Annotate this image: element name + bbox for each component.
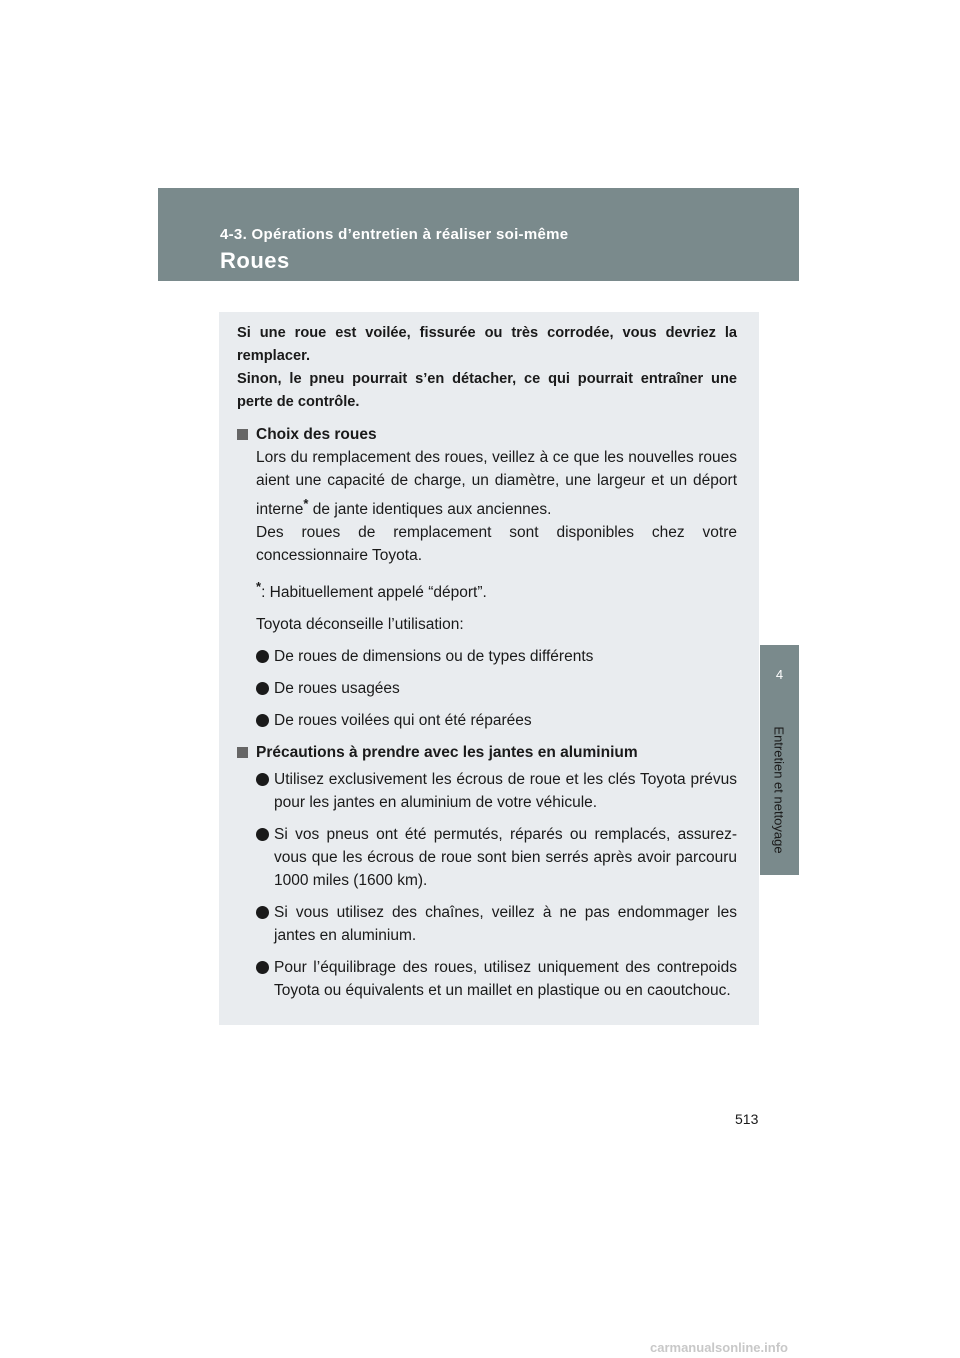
list-item: [256, 677, 737, 700]
page-title: Roues: [220, 248, 290, 273]
precautions-list: [256, 768, 737, 1002]
content-panel: [219, 312, 759, 1025]
footnote-text: : Habituellement appelé “déport”.: [261, 584, 487, 601]
list-item-text: De roues voilées qui ont été réparées: [274, 712, 532, 729]
watermark: carmanualsonline.info: [650, 1340, 788, 1355]
bullet-dot-icon: [256, 682, 269, 695]
section-label: 4-3. Opérations d’entretien à réaliser soi-même: [220, 226, 569, 243]
list-item-text: De roues de dimensions ou de types différents: [274, 648, 594, 665]
list-item-text: Si vos pneus ont été permutés, réparés ou remplacés, assurez-vous que les écrous de roue sont bien serrés après avoir parcouru 1000 miles (1600 km).: [274, 826, 737, 889]
list-item: [256, 823, 737, 892]
list-item: [256, 956, 737, 1002]
square-bullet-icon: [237, 429, 248, 440]
paragraph: [256, 446, 737, 567]
asterisk-mark: *: [256, 579, 262, 594]
section-heading-text: Précautions à prendre avec les jantes en aluminium: [256, 744, 638, 761]
section-heading-text: Choix des roues: [256, 426, 377, 443]
asterisk-mark: *: [303, 496, 309, 511]
bullet-dot-icon: [256, 773, 269, 786]
advice-list: [256, 645, 737, 732]
page-number: 513: [735, 1111, 759, 1127]
paragraph-text: Lors du remplacement des roues, veillez à ce que les nouvelles roues aient une capacité de charge, un diamètre, une largeur et un déport interne: [256, 449, 737, 518]
list-item-text: Pour l’équilibrage des roues, utilisez uniquement des contrepoids Toyota ou équivalents et un maillet en plastique ou en caoutchouc.: [274, 959, 737, 999]
chapter-number: 4: [775, 667, 784, 682]
list-item: [256, 768, 737, 814]
list-item-text: Si vous utilisez des chaînes, veillez à ne pas endommager les jantes en aluminium.: [274, 904, 737, 944]
chapter-header: [158, 188, 799, 281]
chapter-label: Entretien et nettoyage: [771, 726, 787, 854]
bullet-dot-icon: [256, 906, 269, 919]
list-item: [256, 645, 737, 668]
intro-line-1: Si une roue est voilée, fissurée ou très corrodée, vous devriez la remplacer.: [237, 325, 737, 364]
footnote: [256, 575, 737, 604]
paragraph-text: de jante identiques aux anciennes.: [308, 501, 552, 518]
list-item: [256, 901, 737, 947]
bullet-dot-icon: [256, 714, 269, 727]
bullet-dot-icon: [256, 650, 269, 663]
bullet-dot-icon: [256, 961, 269, 974]
advice-intro: Toyota déconseille l’utilisation:: [256, 616, 464, 633]
section-heading-wheel-choice: [237, 423, 737, 446]
list-item-text: De roues usagées: [274, 680, 400, 697]
intro-line-2: Sinon, le pneu pourrait s’en détacher, ce qui pourrait entraîner une perte de contrôle.: [237, 371, 737, 410]
list-item: [256, 709, 737, 732]
list-item-text: Utilisez exclusivement les écrous de roue et les clés Toyota prévus pour les jantes en aluminium de votre véhicule.: [274, 771, 737, 811]
section-heading-aluminium-rims: [237, 741, 737, 764]
intro-text: [237, 322, 737, 414]
paragraph-text: Des roues de remplacement sont disponibles chez votre concessionnaire Toyota.: [256, 524, 737, 564]
bullet-dot-icon: [256, 828, 269, 841]
square-bullet-icon: [237, 747, 248, 758]
